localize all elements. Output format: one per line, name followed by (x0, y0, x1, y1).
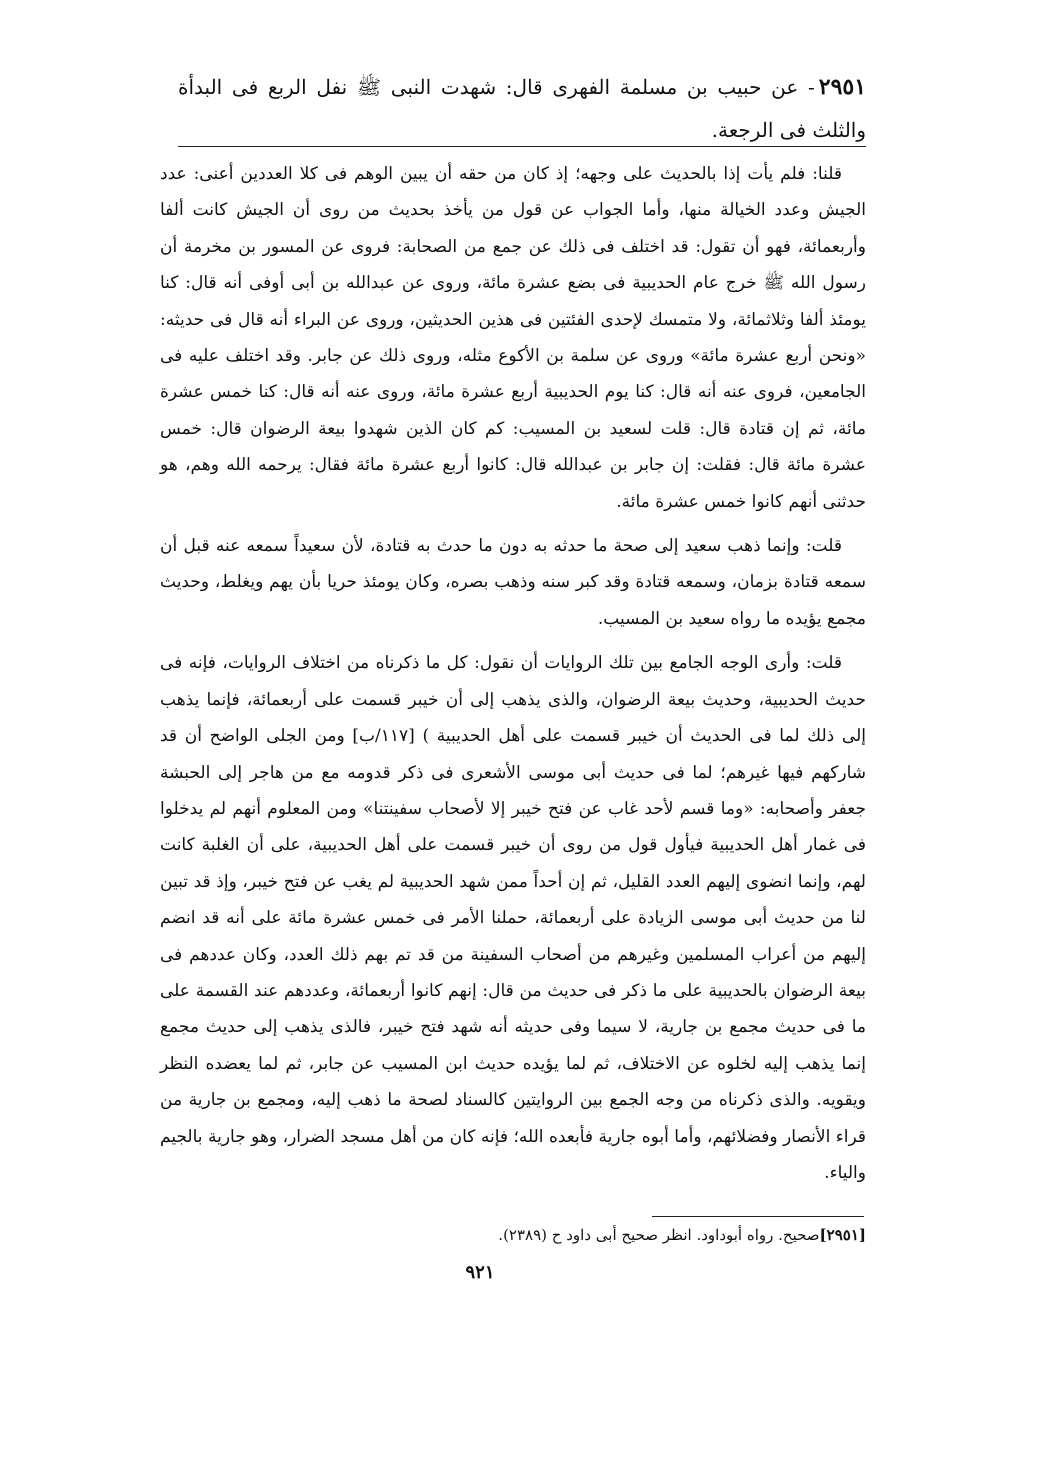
footnote (300, 1222, 866, 1248)
hadith-number: ٢٩٥١ (818, 74, 867, 100)
header-divider (178, 146, 866, 147)
hadith-entry (178, 66, 866, 152)
commentary-section (160, 156, 866, 1191)
footnote-divider (652, 1216, 864, 1217)
page-number: ٩٢١ (465, 1262, 495, 1283)
footnote-text: صحيح. رواه أبوداود. انظر صحيح أبى داود ح (٢٣٨٩). (498, 1226, 820, 1244)
commentary-paragraph: قلت: وإنما ذهب سعيد إلى صحة ما حدثه به دون ما حدث به قتادة، لأن سعيداً سمعه عنه قبل أن سمعه قتادة بزمان، وسمعه قتادة وقد كبر سنه وذهب بصره، وكان يومئذ حريا بأن يهم ويغلط، وحديث مجمع يؤيده ما رواه سعيد بن المسيب. (160, 536, 866, 629)
commentary-paragraph: قلنا: فلم يأت إذا بالحديث على وجهه؛ إذ كان من حقه أن يبين الوهم فى كلا العددين أعنى: عدد الجيش وعدد الخيالة منها، وأما الجواب عن قول من يأخذ بحديث من روى أن الجيش كانت ألفا وأربعمائة، فهو أن تقول: قد اختلف فى ذلك عن جمع من الصحابة: فروى عن المسور بن مخرمة أن رسول الله ﷺ خرج عام الحديبية فى بضع عشرة مائة، وروى عن عبدالله بن أبى أوفى أنه قال: كنا يومئذ ألفا وثلاثمائة، ولا متمسك لإحدى الفئتين فى هذين الحديثين، وروى عن البراء أنه قال فى حديثه: «ونحن أربع عشرة مائة» وروى عن سلمة بن الأكوع مثله، وروى ذلك عن جابر. وقد اختلف عليه فى الجامعين، فروى عنه أنه قال: كنا يوم الحديبية أربع عشرة مائة، وروى عنه أنه قال: كنا خمس عشرة مائة، ثم إن قتادة قال: قلت لسعيد بن المسيب: كم كان الذين شهدوا بيعة الرضوان قال: خمس عشرة مائة قال: فقلت: إن جابر بن عبدالله قال: كانوا أربع عشرة مائة فقال: يرحمه الله وهم، هو حدثنى أنهم كانوا خمس عشرة مائة. (160, 164, 866, 512)
commentary-paragraph: قلت: وأرى الوجه الجامع بين تلك الروايات أن نقول: كل ما ذكرناه من اختلاف الروايات، فإنه فى حديث الحديبية، وحديث بيعة الرضوان، والذى يذهب إلى أن خيبر قسمت على أربعمائة، فإنما يذهب إلى ذلك لما فى الحديث أن خيبر قسمت على أهل الحديبية ) [١١٧/ب] ومن الجلى الواضح أن قد شاركهم فيها غيرهم؛ لما فى حديث أبى موسى الأشعرى فى ذكر قدومه مع من هاجر إلى الحبشة جعفر وأصحابه: «وما قسم لأحد غاب عن فتح خيبر إلا لأصحاب سفينتنا» ومن المعلوم أنهم لم يدخلوا فى غمار أهل الحديبية فيأول قول من روى أن خيبر قسمت على أهل الحديبية، على أن الغلبة كانت لهم، وإنما انضوى إليهم العدد القليل، ثم إن أحداً ممن شهد الحديبية لم يغب عن فتح خيبر، وإذ قد تبين لنا من حديث أبى موسى الزيادة على أربعمائة، حملنا الأمر فى خمس عشرة مائة على أنه قد انضم إليهم من أعراب المسلمين وغيرهم من أصحاب السفينة من قد تم بهم ذلك العدد، وكان عددهم فى بيعة الرضوان بالحديبية على ما ذكر فى حديث من قال: إنهم كانوا أربعمائة، وعددهم عند القسمة على ما فى حديث مجمع بن جارية، لا سيما وفى حديثه أنه شهد فتح خيبر، فالذى يذهب إلى حديث مجمع إنما يذهب إليه لخلوه عن الاختلاف، ثم لما يؤيده حديث ابن المسيب عن جابر، ثم لما يعضده النظر ويقويه. والذى ذكرناه من وجه الجمع بين الروايتين كالسناد لصحة ما ذهب إليه، ومجمع بن جارية من قراء الأنصار وفضلائهم، وأما أبوه جارية فأبعده الله؛ فإنه كان من أهل مسجد الضرار، وهو جارية بالجيم والياء. (160, 653, 867, 1183)
hadith-text: - عن حبيب بن مسلمة الفهرى قال: شهدت النبى ﷺ نفل الربع فى البدأة والثلث فى الرجعة. (178, 75, 866, 142)
footnote-number: [٢٩٥١] (819, 1226, 866, 1244)
